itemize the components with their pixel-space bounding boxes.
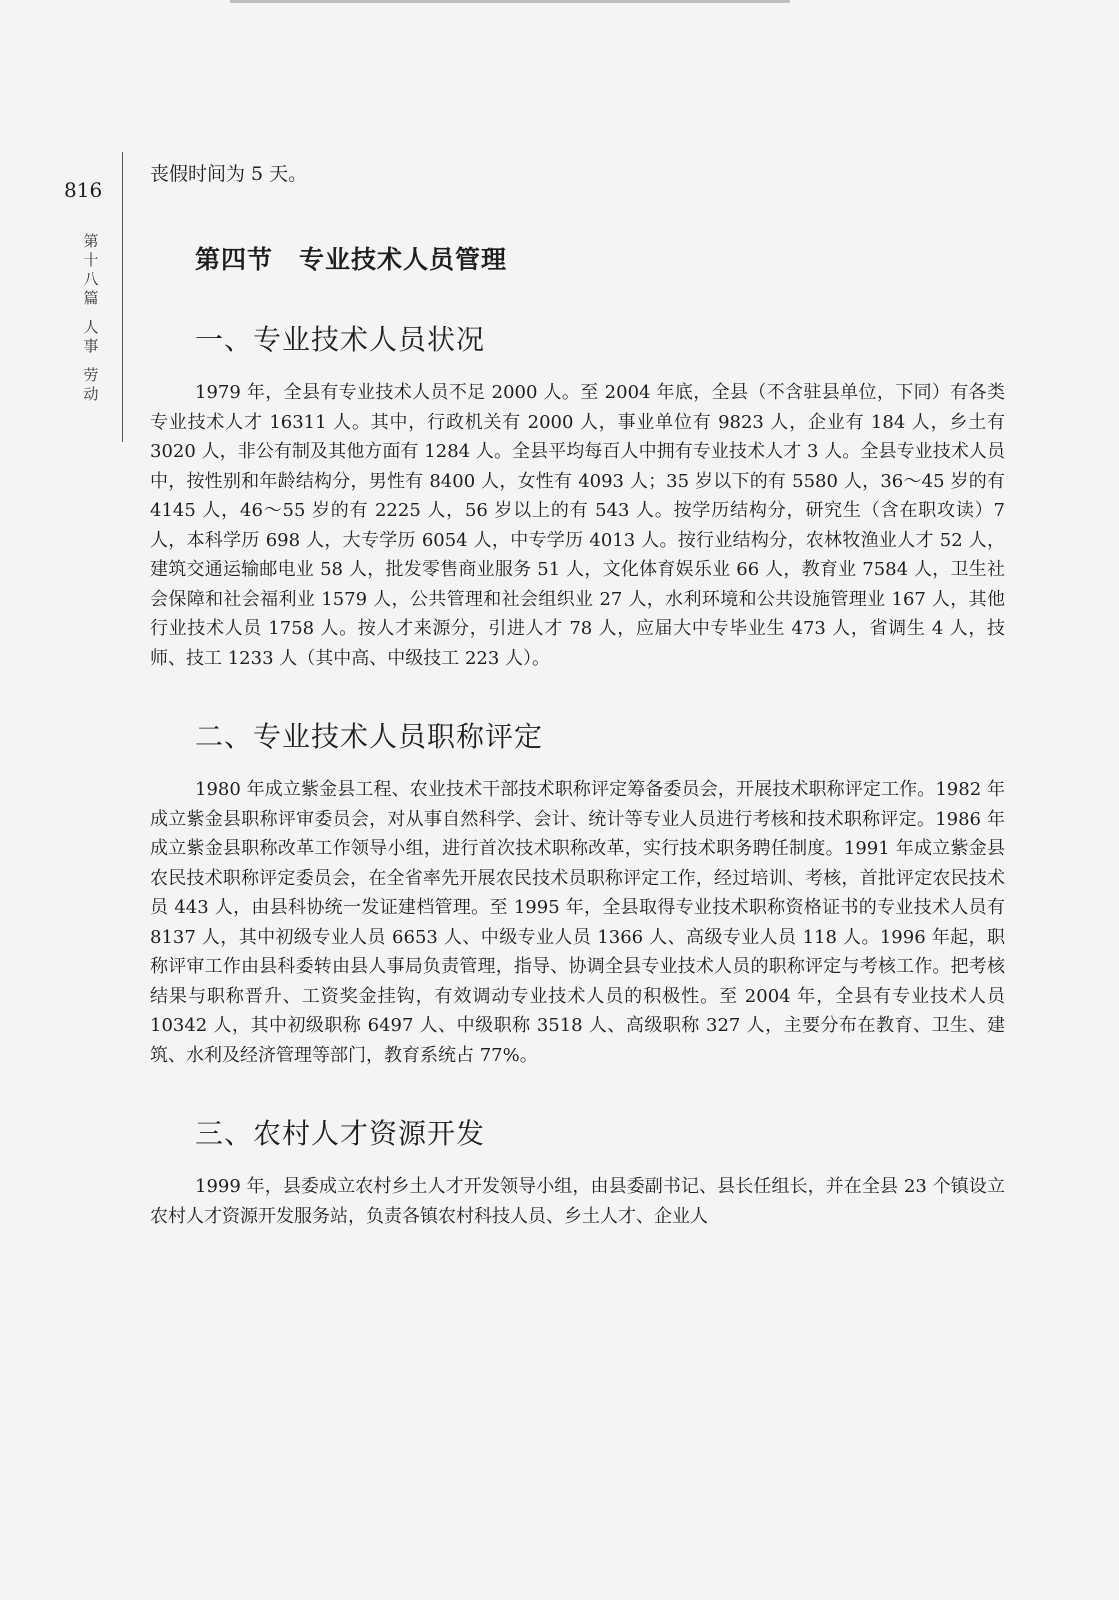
subsection-heading: 二、专业技术人员职称评定 <box>195 720 544 753</box>
side-gap <box>80 308 102 318</box>
section-number: 第四节 <box>195 245 274 274</box>
section-title <box>195 240 1005 276</box>
top-rule <box>230 0 790 3</box>
side-char: 八 <box>83 270 99 288</box>
side-gap <box>80 356 102 366</box>
side-char: 人 <box>83 318 99 336</box>
lead-line: 丧假时间为 5 天。 <box>150 163 308 185</box>
side-char: 第 <box>83 232 99 250</box>
paragraph: 1999 年，县委成立农村乡土人才开发领导小组，由县委副书记、县长任组长，并在全县 23 个镇设立农村人才资源开发服务站，负责各镇农村科技人员、乡土人才、企业人 <box>150 1176 1005 1227</box>
side-char: 事 <box>83 337 99 355</box>
side-running-head <box>80 232 102 404</box>
subsection-heading: 三、农村人才资源开发 <box>195 1117 486 1150</box>
paragraph: 1980 年成立紫金县工程、农业技术干部技术职称评定筹备委员会，开展技术职称评定工作。1982 年成立紫金县职称评审委员会，对从事自然科学、会计、统计等专业人员进行考核和技术职称评定。1986 年成立紫金县职称改革工作领导小组，进行首次技术职称改革，实行技术职务聘任制度。1991 年成立紫金县农民技术职称评定委员会，在全省率先开展农民技术员职称评定工作，经过培训、考核，首批评定农民技术员 443 人，由县科协统一发证建档管理。至 1995 年，全县取得专业技术职称资格证书的专业技术人员有 8137 人，其中初级专业人员 6653 人、中级专业人员 1366 人、高级专业人员 118 人。1996 年起，职称评审工作由县科委转由县人事局负责管理，指导、协调全县专业技术人员的职称评定与考核工作。把考核结果与职称晋升、工资奖金挂钩，有效调动专业技术人员的积极性。至 2004 年，全县有专业技术人员 10342 人，其中初级职称 6497 人、中级职称 3518 人、高级职称 327 人，主要分布在教育、卫生、建筑、水利及经济管理等部门，教育系统占 77%。 <box>150 779 1005 1066</box>
page-body <box>150 160 1005 1231</box>
paragraph: 1979 年，全县有专业技术人员不足 2000 人。至 2004 年底，全县（不含驻县单位，下同）有各类专业技术人才 16311 人。其中，行政机关有 2000 人，事业单位有 9823 人，企业有 184 人，乡土有 3020 人，非公有制及其他方面有 1284 人。全县平均每百人中拥有专业技术人才 3 人。全县专业技术人员中，按性别和年龄结构分，男性有 8400 人，女性有 4093 人；35 岁以下的有 5580 人，36～45 岁的有 4145 人，46～55 岁的有 2225 人，56 岁以上的有 543 人。按学历结构分，研究生（含在职攻读）7 人，本科学历 698 人，大专学历 6054 人，中专学历 4013 人。按行业结构分，农林牧渔业人才 52 人，建筑交通运输邮电业 58 人，批发零售商业服务 51 人，文化体育娱乐业 66 人，教育业 7584 人，卫生社会保障和社会福利业 1579 人，公共管理和社会组织业 27 人，水利环境和公共设施管理业 167 人，其他行业技术人员 1758 人。按人才来源分，引进人才 78 人，应届大中专毕业生 473 人，省调生 4 人，技师、技工 1233 人（其中高、中级技工 223 人）。 <box>150 382 1005 669</box>
section-title-text: 专业技术人员管理 <box>299 245 508 274</box>
side-char: 十 <box>83 251 99 269</box>
margin-rule <box>122 152 123 442</box>
side-char: 篇 <box>83 289 99 307</box>
subsection-heading: 一、专业技术人员状况 <box>195 323 486 356</box>
page-number: 816 <box>64 178 103 202</box>
side-char: 动 <box>83 385 99 403</box>
side-char: 劳 <box>83 366 99 384</box>
